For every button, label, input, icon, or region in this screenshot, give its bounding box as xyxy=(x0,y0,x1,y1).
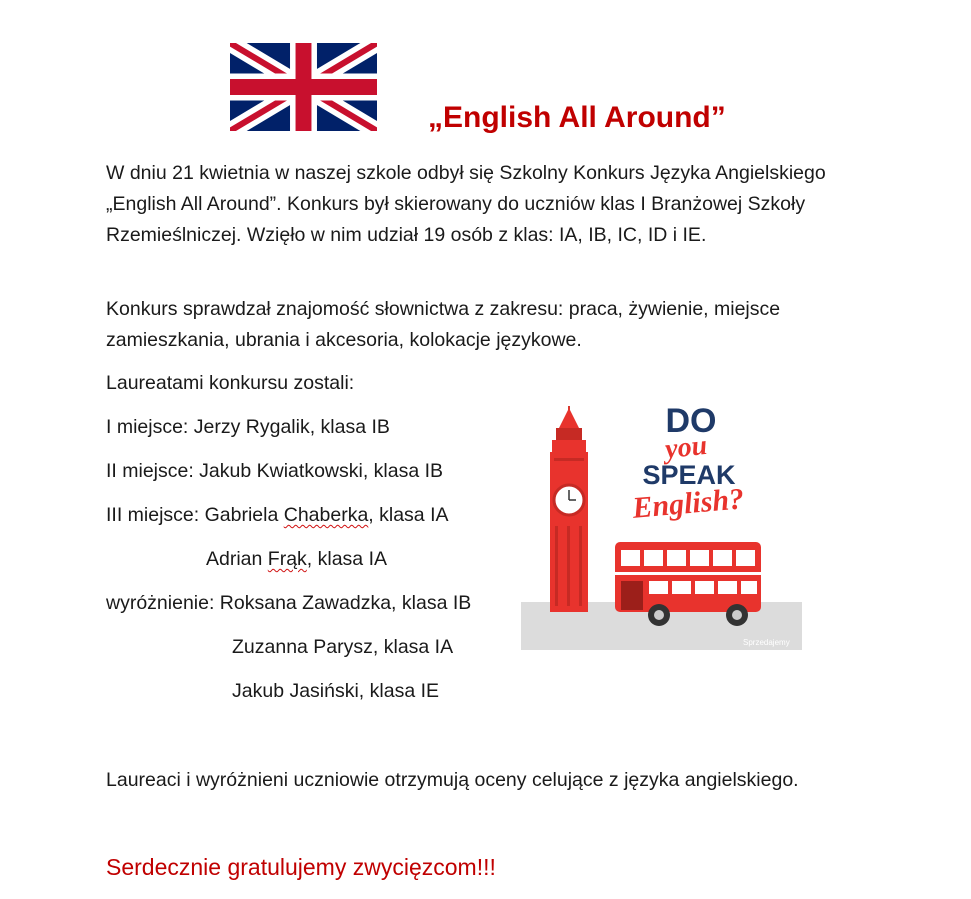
scope-paragraph: Konkurs sprawdzał znajomość słownictwa z zakresu: praca, żywienie, miejsce zamieszkania, ubrania i akcesoria, kolokacje językowe. xyxy=(106,298,781,351)
third-place-surname: Chaberka xyxy=(283,504,369,526)
poster-line-4: English? xyxy=(631,482,746,525)
poster-line-3: SPEAK xyxy=(642,460,736,490)
grades-note: Laureaci i wyróżnieni uczniowie otrzymują oceny celujące z języka angielskiego. xyxy=(106,769,799,791)
third-place-second-prefix: Adrian xyxy=(206,548,268,570)
first-place: I miejsce: Jerzy Rygalik, klasa IB xyxy=(106,416,390,438)
third-place xyxy=(106,500,449,531)
distinction-1: wyróżnienie: Roksana Zawadzka, klasa IB xyxy=(106,592,472,614)
third-place-prefix: III miejsce: Gabriela xyxy=(106,504,284,526)
poster-watermark: Sprzedajemy xyxy=(743,638,790,647)
distinction-2: Zuzanna Parysz, klasa IA xyxy=(232,636,454,658)
third-place-second xyxy=(206,544,387,575)
intro-paragraph: W dniu 21 kwietnia w naszej szkole odbył się Szkolny Konkurs Języka Angielskiego „English All Around”. Konkurs był skierowany do uczniów klas I Branżowej Szkoły Rzemieślniczej. Wzięło w nim udział 19 osób z klas: IA, IB, IC, ID i IE. xyxy=(106,162,826,246)
uk-flag-icon xyxy=(230,43,377,131)
third-place-second-surname: Frąk xyxy=(267,548,307,570)
distinction-3: Jakub Jasiński, klasa IE xyxy=(232,680,440,702)
second-place: II miejsce: Jakub Kwiatkowski, klasa IB xyxy=(106,460,444,482)
laureates-heading: Laureatami konkursu zostali: xyxy=(106,372,355,394)
third-place-suffix: , klasa IA xyxy=(368,504,449,526)
poster-line-1: DO xyxy=(665,402,717,440)
congratulations: Serdecznie gratulujemy zwycięzcom!!! xyxy=(106,854,496,880)
page-title: „English All Around” xyxy=(428,101,726,134)
third-place-second-suffix: , klasa IA xyxy=(306,548,387,570)
poster-line-2: you xyxy=(663,429,709,466)
do-you-speak-english-illustration xyxy=(521,370,802,650)
